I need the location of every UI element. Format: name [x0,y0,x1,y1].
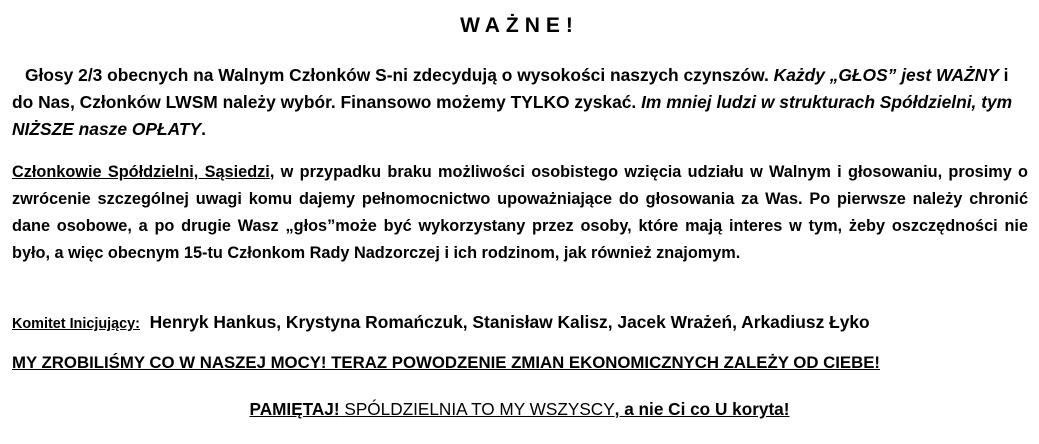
remember-middle: SPÓLDZIELNIA TO MY WSZYSCY [339,399,615,419]
paragraph-votes-text-2: i do Nas, Członków LWSM należy wybór. Finansowo możemy TYLKO zyskać. [12,65,1009,112]
paragraph-proxy [12,159,1028,267]
paragraph-votes-emphasis-1: Każdy „GŁOS” jest WAŻNY [773,65,999,85]
paragraph-votes-text-3: . [201,119,206,139]
slogan: MY ZROBILIŚMY CO W NASZEJ MOCY! TERAZ POWODZENIE ZMIAN EKONOMICZNYCH ZALEŻY OD CIEBE! [12,353,880,372]
committee-label: Komitet Inicjujący: [12,316,140,332]
paragraph-votes [12,62,1028,143]
remember-label: PAMIĘTAJ! [249,399,340,419]
committee-names: Henryk Hankus, Krystyna Romańczuk, Stanisław Kalisz, Jacek Wrażeń, Arkadiusz Łyko [149,312,870,332]
paragraph-proxy-address: Członkowie Spółdzielni, Sąsiedzi [12,163,270,181]
committee-line [12,310,1028,336]
paragraph-proxy-body: , w przypadku braku możliwości osobistego wzięcia udziału w Walnym i głosowaniu, prosimy o zwrócenie szczególnej uwagi komu dajemy pełnomocnictwo upoważniające do głosowania za Was. Po pierwsze należy chronić dane osobowe, a po drugie Wasz „głos”może być wykorzystany przez osoby, które mają interes w tym, żeby oszczędności nie było, a więc obecnym 15-tu Członkom Rady Nadzorczej i ich rodzinom, jak również znajomym. [12,163,1029,262]
paragraph-votes-emphasis-2: Im mniej ludzi w strukturach Spółdzielni, tym NIŻSZE nasze OPŁATY [12,92,1013,139]
remember-line [0,397,1039,421]
remember-end: , a nie Ci co U koryta! [614,399,790,419]
paragraph-votes-text-1: Głosy 2/3 obecnych na Walnym Członków S-ni zdecydują o wysokości naszych czynszów. [25,65,774,85]
document-title: WAŻNE! [460,14,579,37]
